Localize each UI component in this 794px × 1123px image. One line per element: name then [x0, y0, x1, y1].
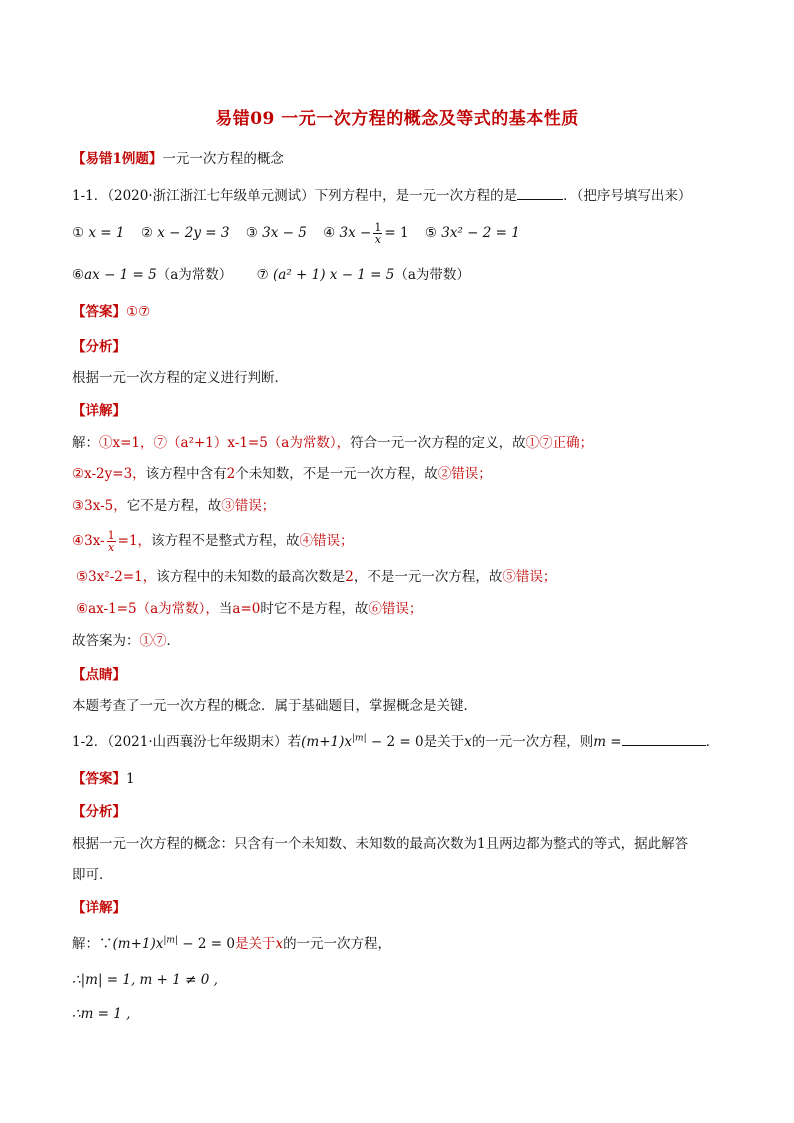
q1-detail-6-red: ⑥ax-1=5（a为常数）， [76, 601, 219, 617]
section-text: 一元一次方程的概念 [162, 151, 284, 167]
q1-detail-3-red2: ③错误； [221, 498, 276, 514]
q2-analysis-tag [72, 803, 126, 821]
q1-options-row2 [72, 266, 482, 284]
q1-detail-2-red3: ②错误； [437, 466, 492, 482]
q1-option-4 [323, 221, 409, 246]
q1-detail-5-mid2: ，不是一元一次方程，故 [353, 569, 503, 585]
q1-option-1 [72, 225, 125, 241]
q1-detail-line5 [76, 568, 556, 586]
q1-option-4-num: ④ [323, 225, 336, 241]
q1-option-1-num: ① [72, 225, 85, 241]
q1-comment: 本题考查了一元一次方程的概念．属于基础题目，掌握概念是关键． [72, 698, 477, 714]
q1-option-6-note: （a为常数） [156, 267, 233, 283]
q1-detail-4-red2: =1， [117, 533, 152, 549]
q1-detail-6-mid2: 时它不是方程，故 [260, 601, 369, 617]
q1-answer-blank [517, 187, 563, 200]
q1-answer-tag: 【答案】 [72, 304, 126, 320]
q1-option-6-expr: ax − 1 = 5 [84, 267, 157, 283]
q2-analysis-label: 【分析】 [72, 804, 126, 820]
q1-stem-suffix: ．（把序号填写出来） [563, 188, 692, 204]
q2-answer-blank [622, 733, 706, 746]
q1-option-5-num: ⑤ [424, 225, 437, 241]
q1-option-4-numerator: 1 [374, 221, 382, 234]
q1-detail-line3 [72, 497, 275, 515]
q1-option-1-expr: x = 1 [88, 225, 125, 241]
q1-option-2-num: ② [140, 225, 153, 241]
q1-option-3-expr: 3x − 5 [262, 225, 307, 241]
q1-detail-1-red2: ①⑦正确； [525, 435, 594, 451]
q1-detail-4-denominator: x [108, 541, 115, 554]
q1-detail-line4 [72, 530, 354, 553]
q1-detail-5-mid: 该方程中的未知数的最高次数是 [156, 569, 346, 585]
q1-option-7-num: ⑦ [256, 267, 269, 283]
q1-detail-5-red: ⑤3x²-2=1， [76, 569, 157, 585]
q2-detail-line2: ∴|m| = 1, m + 1 ≠ 0 , [72, 972, 218, 988]
q1-detail-1-red: ①x=1，⑦（a²+1）x-1=5（a为常数）， [99, 435, 351, 451]
q1-detail-6-red2: a=0 [232, 601, 261, 617]
q1-detail-1-mid: 符合一元一次方程的定义，故 [350, 435, 526, 451]
q1-detail-2-mid2: 个未知数，不是一元一次方程，故 [235, 466, 438, 482]
q2-detail-1-expr2: − 2 = 0 [177, 936, 235, 952]
q2-detail-1-exponent: |m| [163, 935, 178, 946]
q2-stem-mid2: 的一元一次方程，则 [471, 734, 594, 750]
q1-option-4-post: = 1 [384, 225, 409, 241]
q1-conclusion-text: 故答案为： [72, 633, 140, 649]
q2-stem-expr: (m+1)x [301, 734, 352, 750]
q2-stem-exponent: |m| [352, 733, 367, 744]
q1-detail-4-red3: ④错误； [299, 533, 354, 549]
q1-detail-label: 【详解】 [72, 403, 126, 419]
q2-stem-mid: 是关于 [423, 734, 465, 750]
q1-option-5 [425, 225, 520, 241]
q1-detail-line6 [76, 600, 422, 618]
section-tag: 【易错1例题】 [72, 151, 163, 167]
q1-detail-2-red2: 2 [226, 466, 236, 482]
q1-detail-5-red3: ⑤错误； [502, 569, 557, 585]
q1-detail-6-red3: ⑥错误； [368, 601, 423, 617]
q1-option-2-expr: x − 2y = 3 [157, 225, 230, 241]
q1-detail-4-fraction [107, 530, 116, 553]
q1-detail-3-red: ③3x-5， [72, 498, 127, 514]
q1-comment-tag [72, 666, 126, 684]
q1-detail-2-mid: 该方程中含有 [145, 466, 227, 482]
q2-stem-end: ． [705, 734, 720, 750]
q2-answer-value: 1 [126, 771, 135, 787]
q1-stem-prefix: 1-1．（2020·浙江浙江七年级单元测试）下列方程中，是一元一次方程的是 [72, 188, 518, 204]
q1-detail-4-numerator: 1 [107, 529, 115, 542]
q1-option-7-note: （a为带数） [394, 267, 470, 283]
q2-analysis-line1: 根据一元一次方程的概念：只含有一个未知数、未知数的最高次数为1且两边都为整式的等式，据此解答 [72, 836, 689, 852]
q1-option-5-expr: 3x² − 2 = 1 [441, 225, 520, 241]
q2-detail-line3: ∴m = 1 , [72, 1006, 131, 1022]
q1-option-2 [141, 225, 230, 241]
q1-detail-3-mid: 它不是方程，故 [126, 498, 222, 514]
q2-detail-tag [72, 899, 126, 917]
q2-stem-prefix: 1-2．（2021·山西襄汾七年级期末）若 [72, 734, 302, 750]
q1-detail-6-mid: 当 [218, 601, 233, 617]
q1-option-4-fraction [373, 222, 382, 245]
section-heading [72, 150, 284, 168]
q2-detail-1-red2: 的一元一次方程， [283, 936, 392, 952]
q2-stem-m: m = [593, 734, 622, 750]
q1-options-row1 [72, 222, 532, 245]
q2-analysis-line2: 即可． [72, 867, 113, 883]
q2-detail-1-red: 是关于 [234, 936, 276, 952]
q2-detail-1-expr: (m+1)x [112, 936, 164, 952]
page-title: 易错09 一元一次方程的概念及等式的基本性质 [215, 109, 579, 129]
q1-detail-1-pre: 解： [72, 435, 99, 451]
q1-conclusion [72, 632, 180, 650]
q1-detail-2-red: ②x-2y=3， [72, 466, 146, 482]
q2-detail-line1 [72, 935, 391, 953]
q1-option-4-pre: 3x − [339, 225, 372, 241]
q2-answer [72, 770, 135, 788]
q1-detail-5-red2: 2 [345, 569, 354, 585]
q2-detail-label: 【详解】 [72, 900, 126, 916]
q1-option-3-num: ③ [245, 225, 258, 241]
q2-detail-1-var: x [275, 936, 284, 952]
q2-stem-expr2: − 2 = 0 [366, 734, 424, 750]
q1-conclusion-end: ． [166, 633, 180, 649]
q1-analysis-tag [72, 338, 126, 356]
q2-detail-1-pre: 解：∵ [72, 936, 113, 952]
q1-detail-line2 [72, 465, 492, 483]
q1-conclusion-value: ①⑦ [139, 633, 167, 649]
q1-detail-4-mid: 该方程不是整式方程，故 [151, 533, 300, 549]
q1-stem [72, 187, 691, 205]
q1-analysis-label: 【分析】 [72, 339, 126, 355]
q1-analysis: 根据一元一次方程的定义进行判断． [72, 370, 288, 386]
q2-stem-var: x [464, 734, 472, 750]
q1-option-6 [72, 267, 232, 283]
q1-option-4-denominator: x [374, 233, 381, 246]
q1-detail-line1 [72, 434, 593, 452]
q1-option-3 [246, 225, 307, 241]
q1-detail-tag [72, 402, 126, 420]
q1-option-7-expr: (a² + 1) x − 1 = 5 [273, 267, 395, 283]
q1-comment-label: 【点睛】 [72, 667, 126, 683]
q1-option-7 [257, 267, 470, 283]
q1-option-6-num: ⑥ [72, 267, 85, 283]
q2-answer-tag: 【答案】 [72, 771, 126, 787]
q2-stem [72, 733, 719, 751]
q1-answer [72, 303, 150, 321]
q1-answer-value: ①⑦ [126, 304, 151, 320]
q1-detail-4-red: ④3x- [72, 533, 105, 549]
